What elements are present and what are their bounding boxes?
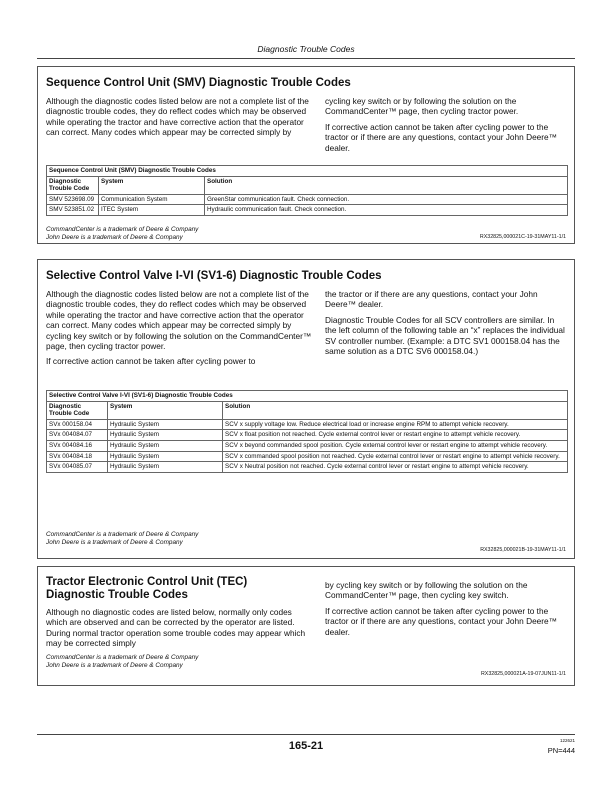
paragraph: If corrective action cannot be taken after cycling power to the tractor or if there are any questions, contact your John Deere™ dealer.	[325, 605, 557, 637]
trademark-note: CommandCenter is a trademark of Deere & Company	[46, 654, 199, 661]
dtc-code-cell: SVx 004084.18	[47, 451, 108, 462]
reference-code: RX32825,000021B-19-31MAY11-1/1	[480, 547, 566, 553]
system-cell: Hydraulic System	[108, 462, 223, 473]
solution-cell: SCV x float position not reached. Cycle external control lever or restart engine to attempt vehicle recovery.	[223, 430, 568, 441]
right-column	[325, 580, 567, 642]
system-cell: Hydraulic System	[108, 430, 223, 441]
table-caption: Selective Control Valve I-VI (SV1-6) Diagnostic Trouble Codes	[47, 391, 568, 402]
trademark-note: John Deere is a trademark of Deere & Company	[46, 234, 183, 241]
right-column	[325, 289, 567, 361]
dtc-code-cell: SVx 000158.04	[47, 419, 108, 430]
system-cell: Communication System	[99, 194, 205, 205]
solution-cell: SCV x supply voltage low. Reduce electrical load or increase engine RPM to attempt vehicle recovery.	[223, 419, 568, 430]
section-tec-dtc	[37, 566, 575, 686]
dtc-code-cell: SMV 523698.09	[47, 194, 99, 205]
solution-cell: Hydraulic communication fault. Check connection.	[205, 205, 568, 216]
system-cell: Hydraulic System	[108, 451, 223, 462]
trademark-notes	[46, 226, 198, 242]
dtc-code-cell: SVx 004084.16	[47, 440, 108, 451]
column-header: Diagnostic Trouble Code	[47, 176, 99, 194]
trademark-notes	[46, 531, 198, 547]
header-rule	[37, 58, 575, 59]
dtc-code-cell: SVx 004085.07	[47, 462, 108, 473]
column-header: System	[108, 401, 223, 419]
table-row	[47, 194, 568, 205]
paragraph: Although no diagnostic codes are listed below, normally only codes which are observed and can be corrected by the operator are listed. During normal tractor operation some trouble codes may appear which may be corrected simply	[46, 607, 306, 649]
reference-code: RX32825,000021A-19-07JUN11-1/1	[480, 671, 566, 677]
table-row	[47, 205, 568, 216]
left-column	[46, 289, 312, 372]
running-header: Diagnostic Trouble Codes	[257, 44, 355, 54]
left-column	[46, 96, 312, 143]
trademark-note: John Deere is a trademark of Deere & Company	[46, 539, 183, 546]
section-title-line: Diagnostic Trouble Codes	[46, 589, 188, 601]
dtc-table	[46, 165, 568, 216]
page-number: 165-21	[288, 740, 324, 752]
column-header: Solution	[205, 176, 568, 194]
right-column	[325, 96, 567, 158]
paragraph: the tractor or if there are any questions, contact your John Deere™ dealer.	[325, 289, 538, 310]
footer-code: 122621	[559, 738, 575, 743]
section-title-line: Tractor Electronic Control Unit (TEC)	[46, 576, 248, 588]
section-title: Selective Control Valve I-VI (SV1-6) Diagnostic Trouble Codes	[46, 270, 382, 282]
dtc-code-cell: SVx 004084.07	[47, 430, 108, 441]
paragraph: Diagnostic Trouble Codes for all SCV controllers are similar. In the left column of the following table an “x” replaces the individual SV controller number. (Example: a DTC SV1 000158.04 has the same solution as a DTC SV6 000158.04.)	[325, 314, 565, 357]
table-row	[47, 419, 568, 430]
footer-pn: PN=444	[547, 746, 575, 755]
solution-cell: SCV x Neutral position not reached. Cycle external control lever or restart engine to attempt vehicle recovery.	[223, 462, 568, 473]
solution-cell: GreenStar communication fault. Check connection.	[205, 194, 568, 205]
paragraph: cycling key switch or by following the solution on the CommandCenter™ page, then cycling tractor power.	[325, 96, 519, 117]
system-cell: Hydraulic System	[108, 419, 223, 430]
solution-cell: SCV x beyond commanded spool position. Cycle external control lever or restart engine to attempt vehicle recovery.	[223, 440, 568, 451]
table-row	[47, 462, 568, 473]
section-smv-dtc	[37, 66, 575, 244]
paragraph: If corrective action cannot be taken after cycling power to the tractor or if there are any questions, contact your John Deere™ dealer.	[325, 121, 557, 153]
column-header: Diagnostic Trouble Code	[47, 401, 108, 419]
system-cell: ITEC System	[99, 205, 205, 216]
section-title: Sequence Control Unit (SMV) Diagnostic Trouble Codes	[46, 77, 351, 89]
trademark-note: John Deere is a trademark of Deere & Company	[46, 662, 183, 669]
dtc-code-cell: SMV 523851.02	[47, 205, 99, 216]
trademark-note: CommandCenter is a trademark of Deere & Company	[46, 531, 199, 538]
section-title	[46, 576, 306, 602]
left-column	[46, 607, 312, 654]
solution-cell: SCV x commanded spool position not reached. Cycle external control lever or restart engine to attempt vehicle recovery.	[223, 451, 568, 462]
reference-code: RX32825,000021C-19-31MAY11-1/1	[479, 234, 566, 240]
table-row	[47, 430, 568, 441]
footer-rule	[37, 734, 575, 735]
table-row	[47, 451, 568, 462]
column-header: Solution	[223, 401, 568, 419]
paragraph: by cycling key switch or by following the solution on the CommandCenter™ page, then cycling key switch.	[325, 580, 528, 601]
paragraph: If corrective action cannot be taken after cycling power to	[46, 356, 256, 367]
trademark-notes	[46, 654, 198, 670]
table-caption: Sequence Control Unit (SMV) Diagnostic Trouble Codes	[47, 166, 568, 177]
section-scv-dtc	[37, 259, 575, 559]
paragraph: Although the diagnostic codes listed below are not a complete list of the diagnostic trouble codes, they do reflect codes which may be observed while operating the tractor and have corrective action that the operator can correct. Many codes which appear may be corrected simply by cycling key switch or by following the solution on the CommandCenter™ page, then cycling tractor power.	[46, 289, 312, 352]
column-header: System	[99, 176, 205, 194]
dtc-table	[46, 390, 568, 473]
paragraph: Although the diagnostic codes listed below are not a complete list of the diagnostic trouble codes, they do reflect codes which may be observed while operating the tractor and have corrective action that the operator can correct. Many codes which appear may be corrected simply by	[46, 96, 309, 138]
table-row	[47, 440, 568, 451]
trademark-note: CommandCenter is a trademark of Deere & Company	[46, 226, 199, 233]
system-cell: Hydraulic System	[108, 440, 223, 451]
